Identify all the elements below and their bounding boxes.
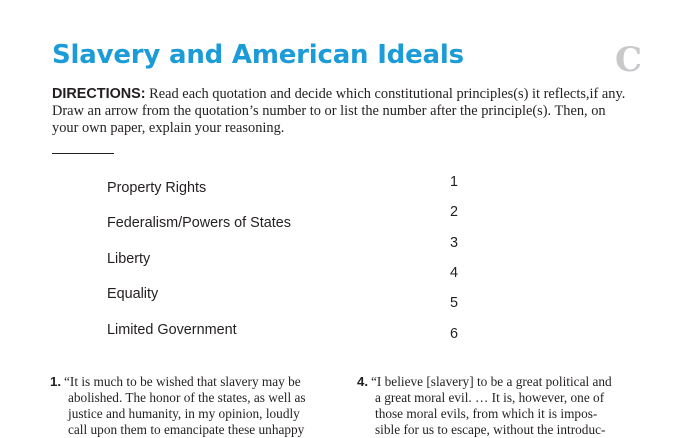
page-title: Slavery and American Ideals bbox=[52, 40, 464, 70]
directions-text: Read each quotation and decide which constitutional principles(s) it reflects,if any. Draw an arrow from the quotation’s number to or list the number after the principle(s). Then, on your own paper, explain your reasoning. bbox=[52, 86, 626, 136]
directions-paragraph bbox=[52, 86, 627, 137]
quotation-4-line: a great moral evil. … It is, however, one of bbox=[375, 390, 605, 405]
principle-equality: Equality bbox=[107, 286, 159, 302]
answer-line bbox=[52, 153, 114, 154]
quotation-number-4: 4 bbox=[449, 265, 458, 281]
principle-liberty: Liberty bbox=[107, 251, 151, 267]
quotation-4 bbox=[357, 374, 647, 438]
quotation-number-2: 2 bbox=[449, 204, 458, 220]
quotation-1-line: abolished. The honor of the states, as well as bbox=[68, 390, 306, 405]
quotation-number-5: 5 bbox=[449, 295, 458, 311]
directions-label: DIRECTIONS: bbox=[52, 86, 146, 102]
quotation-4-line: “I believe [slavery] to be a great political and bbox=[371, 374, 612, 389]
principle-federalism: Federalism/Powers of States bbox=[107, 215, 291, 231]
quotation-1-line: “It is much to be wished that slavery may be bbox=[64, 374, 301, 389]
quotation-number-1: 1 bbox=[449, 174, 458, 190]
quotation-4-line: sible for us to escape, without the introduc- bbox=[375, 422, 606, 437]
principle-limited-government: Limited Government bbox=[107, 322, 237, 338]
quotation-1-number: 1. bbox=[50, 374, 62, 389]
principle-property-rights: Property Rights bbox=[107, 180, 207, 196]
quotation-1 bbox=[50, 374, 340, 438]
quotation-1-line: call upon them to emancipate these unhappy bbox=[68, 422, 305, 437]
quotation-number-6: 6 bbox=[449, 326, 458, 342]
section-letter-badge: C bbox=[615, 40, 643, 80]
quotation-number-3: 3 bbox=[449, 235, 458, 251]
quotation-1-line: justice and humanity, in my opinion, loudly bbox=[68, 406, 300, 421]
quotation-4-number: 4. bbox=[357, 374, 369, 389]
quotation-4-line: those moral evils, from which it is impos- bbox=[375, 406, 598, 421]
